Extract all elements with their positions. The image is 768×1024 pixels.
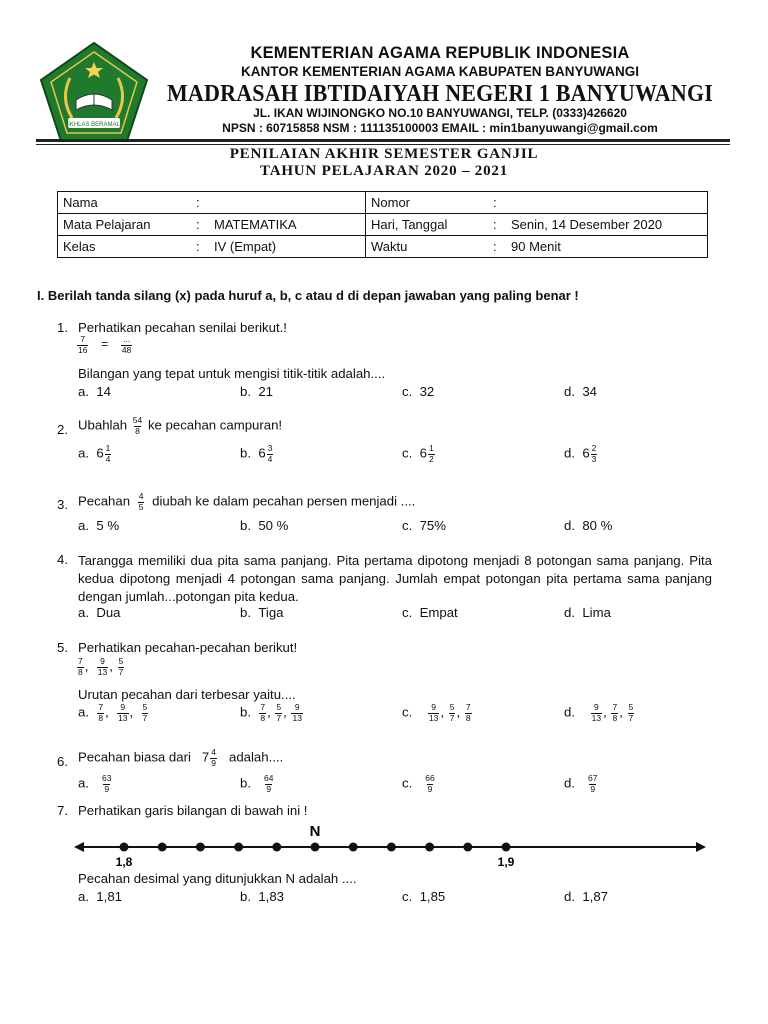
q4-option-a[interactable]: a. Dua xyxy=(78,605,121,620)
q3-option-d[interactable]: d. 80 % xyxy=(564,518,613,533)
number-line-dot xyxy=(120,843,129,852)
arrow-right-icon xyxy=(696,842,706,852)
q1-option-b[interactable]: b. 21 xyxy=(240,384,273,399)
hari-cell: Hari, Tanggal : Senin, 14 Desember 2020 xyxy=(366,214,708,236)
number-line-dot xyxy=(234,843,243,852)
number-line-dot xyxy=(502,843,511,852)
q7-option-a[interactable]: a. 1,81 xyxy=(78,889,122,904)
q4-option-d[interactable]: d. Lima xyxy=(564,605,611,620)
q1-number: 1. xyxy=(57,320,68,335)
q4-text: Tarangga memiliki dua pita sama panjang. Pita pertama dipotong menjadi 8 potongan sama panjang. Pita kedua dipotong menjadi 4 potongan sama panjang. Jumlah empat potongan pita pertama sama panjang dengan jumlah...potongan pita kedua. xyxy=(78,553,712,604)
q2-option-b[interactable]: b. 6 $\frac{3}{4}$ xyxy=(240,443,273,464)
point-n-label: N xyxy=(309,823,321,840)
q1-text: Perhatikan pecahan senilai berikut.! xyxy=(78,320,287,335)
q6-text: Pecahan biasa dari 7 $\frac{4}{9}$ adalah.... xyxy=(78,747,284,768)
number-line-dot xyxy=(349,843,358,852)
q6-option-d[interactable]: d. $\frac{67}{9}$ xyxy=(564,773,598,794)
q5-option-b[interactable]: b. $\frac{7}{8}$ , $\frac{5}{7}$ , $\frac{9}{13}$ xyxy=(240,702,302,723)
school-name: MADRASAH IBTIDAIYAH NEGERI 1 BANYUWANGI xyxy=(166,78,714,107)
q2-option-a[interactable]: a. 6 $\frac{1}{4}$ xyxy=(78,443,111,464)
number-line-dot xyxy=(463,843,472,852)
q5-option-c[interactable]: c. $\frac{9}{13}$ , $\frac{5}{7}$ , $\frac{7}{8}$ xyxy=(402,702,471,723)
q5-text2: Urutan pecahan dari terbesar yaitu.... xyxy=(78,687,296,702)
exam-title: PENILAIAN AKHIR SEMESTER GANJIL xyxy=(229,146,539,162)
number-line xyxy=(70,818,710,874)
q7-number: 7. xyxy=(57,803,68,818)
q5-text: Perhatikan pecahan-pecahan berikut! xyxy=(78,640,298,655)
q3-text: Pecahan $\frac{4}{5}$ diubah ke dalam pecahan persen menjadi .... xyxy=(78,491,416,512)
arrow-left-icon xyxy=(74,842,84,852)
q7-text2: Pecahan desimal yang ditunjukkan N adalah .... xyxy=(78,871,357,886)
student-info-table xyxy=(57,191,708,258)
logo-text: IKHLAS BERAMAL xyxy=(68,122,120,128)
q7-text: Perhatikan garis bilangan di bawah ini ! xyxy=(78,803,308,818)
q4-option-b[interactable]: b. Tiga xyxy=(240,605,284,620)
q3-option-a[interactable]: a. 5 % xyxy=(78,518,120,533)
waktu-cell: Waktu : 90 Menit xyxy=(366,236,708,258)
q6-number: 6. xyxy=(57,754,68,769)
q4-option-c[interactable]: c. Empat xyxy=(402,605,458,620)
header-divider-thick xyxy=(36,139,730,142)
nama-cell[interactable]: Nama : xyxy=(58,192,366,214)
instruction: I. Berilah tanda silang (x) pada huruf a, b, c atau d di depan jawaban yang paling benar ! xyxy=(37,288,579,303)
ministry-name: KEMENTERIAN AGAMA REPUBLIK INDONESIA xyxy=(250,44,630,62)
number-line-dot xyxy=(311,843,320,852)
q1-option-d[interactable]: d. 34 xyxy=(564,384,597,399)
q5-option-d[interactable]: d. $\frac{9}{13}$ , $\frac{7}{8}$ , $\frac{5}{7}$ xyxy=(564,702,634,723)
q1-option-a[interactable]: a. 14 xyxy=(78,384,111,399)
q7-option-b[interactable]: b. 1,83 xyxy=(240,889,284,904)
q5-option-a[interactable]: a. $\frac{7}{8}$ , $\frac{9}{13}$ , $\frac{5}{7}$ xyxy=(78,702,148,723)
q6-option-a[interactable]: a. $\frac{63}{9}$ xyxy=(78,773,112,794)
office-name: KANTOR KEMENTERIAN AGAMA KABUPATEN BANYUWANGI xyxy=(241,64,639,79)
q7-option-d[interactable]: d. 1,87 xyxy=(564,889,608,904)
number-line-dot xyxy=(196,843,205,852)
mapel-cell: Mata Pelajaran : MATEMATIKA xyxy=(58,214,366,236)
q1-text2: Bilangan yang tepat untuk mengisi titik-titik adalah.... xyxy=(78,366,386,381)
right-label: 1,9 xyxy=(497,855,515,869)
number-line-dot xyxy=(272,843,281,852)
q1-option-c[interactable]: c. 32 xyxy=(402,384,435,399)
q6-option-b[interactable]: b. $\frac{64}{9}$ xyxy=(240,773,274,794)
exam-year: TAHUN PELAJARAN 2020 – 2021 xyxy=(260,163,508,179)
number-line-dot xyxy=(158,843,167,852)
q2-number: 2. xyxy=(57,422,68,437)
q7-option-c[interactable]: c. 1,85 xyxy=(402,889,446,904)
q2-option-d[interactable]: d. 6 $\frac{2}{3}$ xyxy=(564,443,597,464)
q4-number: 4. xyxy=(57,552,68,567)
q6-option-c[interactable]: c. $\frac{66}{9}$ xyxy=(402,773,435,794)
q3-option-b[interactable]: b. 50 % xyxy=(240,518,289,533)
q3-option-c[interactable]: c. 75% xyxy=(402,518,446,533)
q5-fractions: $\frac{7}{8}$ , $\frac{9}{13}$ , $\frac{5}{7}$ xyxy=(78,656,124,677)
school-address: JL. IKAN WIJINONGKO NO.10 BANYUWANGI, TELP. (0333)426620 xyxy=(253,106,627,120)
school-contacts: NPSN : 60715858 NSM : 111135100003 EMAIL : min1banyuwangi@gmail.com xyxy=(222,121,658,135)
number-line-dot xyxy=(387,843,396,852)
q5-number: 5. xyxy=(57,640,68,655)
kelas-cell: Kelas : IV (Empat) xyxy=(58,236,366,258)
q1-fractions: $\frac{7}{16}$ = $\frac{...}{48}$ xyxy=(78,334,132,355)
q3-number: 3. xyxy=(57,497,68,512)
number-line-dot xyxy=(425,843,434,852)
q2-text: Ubahlah $\frac{54}{8}$ ke pecahan campuran! xyxy=(78,415,283,436)
kemenag-logo xyxy=(38,40,150,144)
q2-option-c[interactable]: c. 6 $\frac{1}{2}$ xyxy=(402,443,434,464)
header-divider-thin xyxy=(36,144,730,145)
left-label: 1,8 xyxy=(115,855,133,869)
nomor-cell[interactable]: Nomor : xyxy=(366,192,708,214)
